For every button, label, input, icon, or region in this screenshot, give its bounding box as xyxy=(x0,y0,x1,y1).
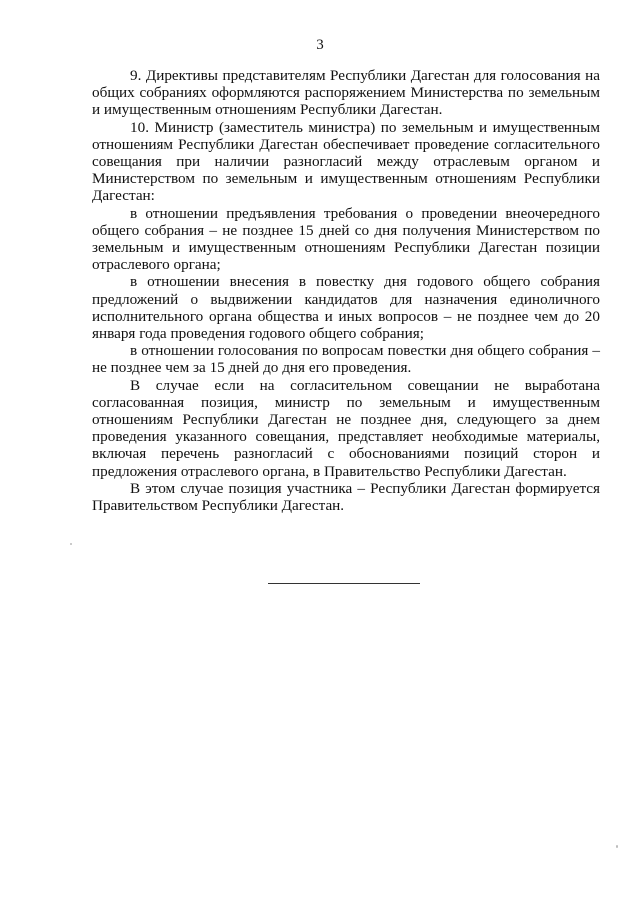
paragraph-government-position: В этом случае позиция участника – Республики Дагестан формируется Правительством Республики Дагестан. xyxy=(92,479,600,515)
paragraph-voting: в отношении голосования по вопросам повестки дня общего собрания – не позднее чем за 15 дней до дня его проведения. xyxy=(92,342,600,377)
page-number: 3 xyxy=(316,37,324,53)
document-body xyxy=(92,67,600,514)
closing-divider-line xyxy=(268,583,420,584)
scan-speck xyxy=(616,845,618,848)
paragraph-no-agreement: В случае если на согласительном совещании не выработана согласованная позиция, министр по земельным и имущественным отношениям Республики Дагестан не позднее дня, следующего за днем проведения указанного совещания, представляет необходимые материалы, включая перечень разногласий с обоснованиями позиций сторон и предложения отраслевого органа, в Правительство Республики Дагестан. xyxy=(92,376,600,480)
paragraph-10: 10. Министр (заместитель министра) по земельным и имущественным отношениям Республики Дагестан обеспечивает проведение согласительного совещания при наличии разногласий между отраслевым органом и Министерством по земельным и имущественным отношениям Республики Дагестан: xyxy=(92,118,600,205)
scan-speck xyxy=(70,543,72,545)
paragraph-9: 9. Директивы представителям Республики Дагестан для голосования на общих собраниях оформляются распоряжением Министерства по земельным и имущественным отношениям Республики Дагестан. xyxy=(92,67,600,119)
paragraph-extraordinary-meeting: в отношении предъявления требования о проведении внеочередного общего собрания – не позднее 15 дней со дня получения Министерством по земельным и имущественным отношениям Республики Дагестан позиции отраслевого органа; xyxy=(92,204,600,274)
paragraph-agenda-proposals: в отношении внесения в повестку дня годового общего собрания предложений о выдвижении кандидатов для назначения единоличного исполнительного органа общества и иных вопросов – не позднее чем до 20 января года проведения годового общего собрания; xyxy=(92,273,600,343)
